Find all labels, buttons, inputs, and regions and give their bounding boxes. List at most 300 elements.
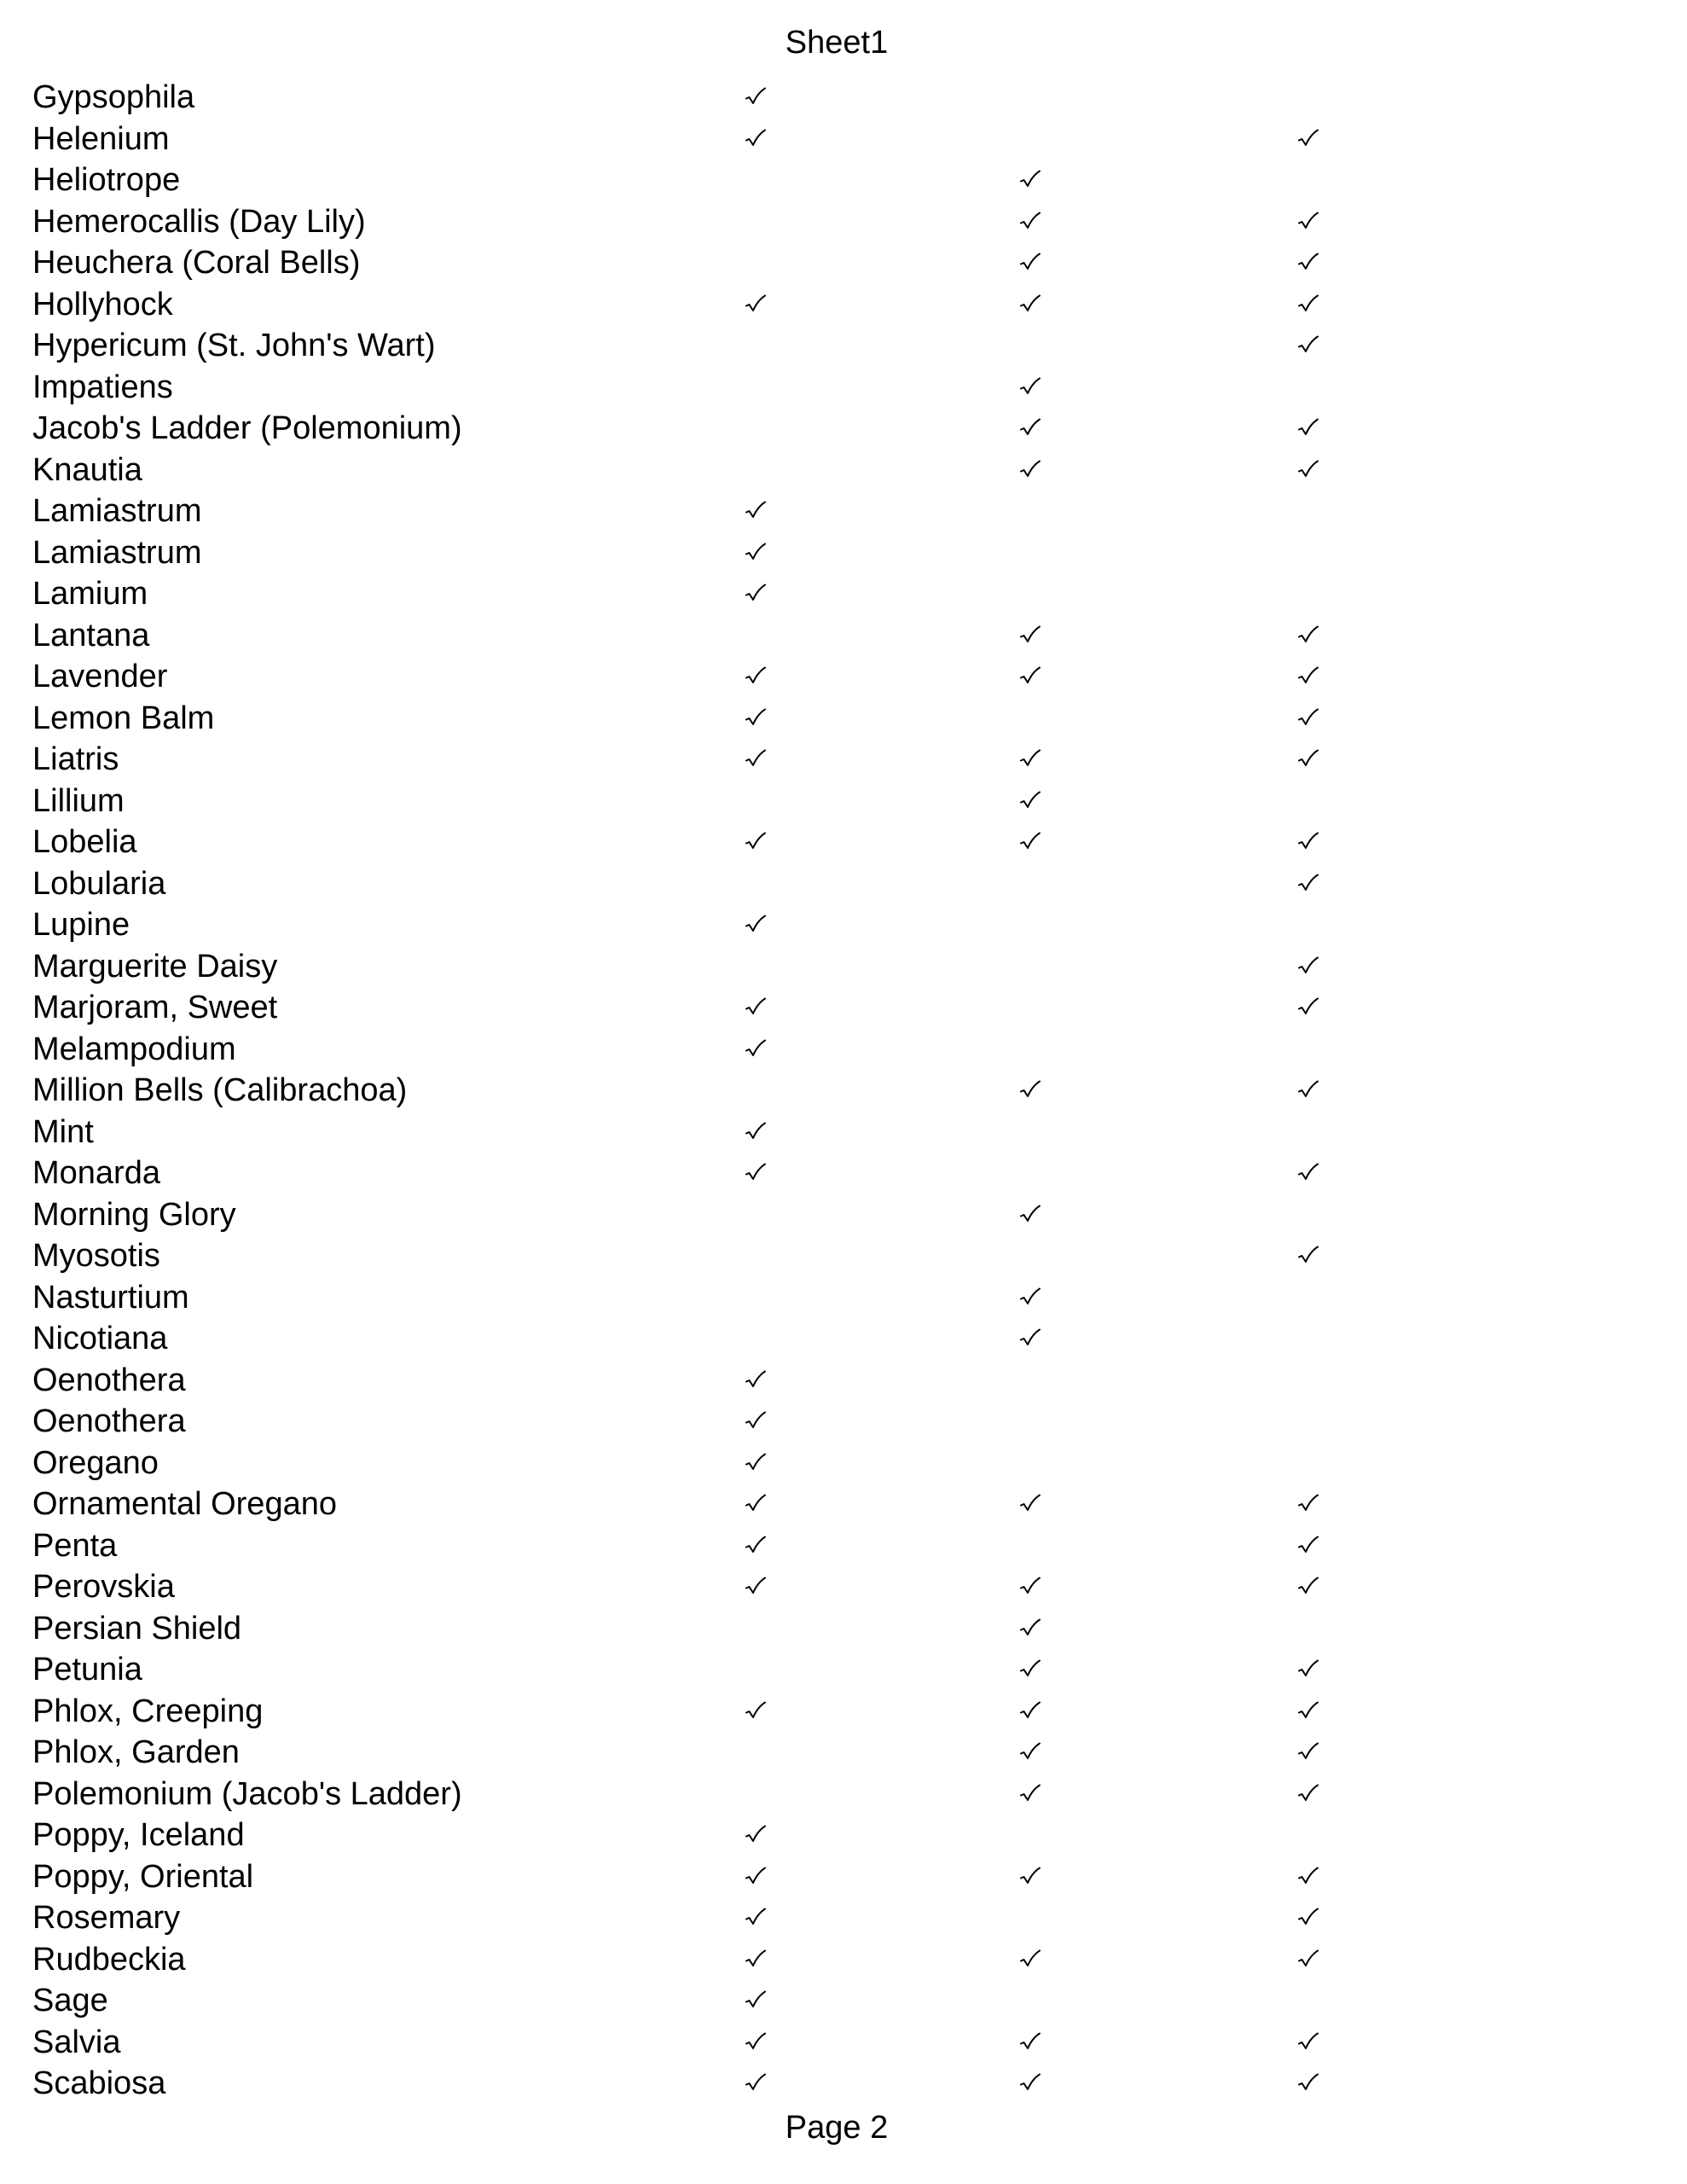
check-cell-c2 bbox=[1005, 1360, 1056, 1402]
check-mark-icon bbox=[745, 749, 767, 770]
check-mark-icon bbox=[745, 1039, 767, 1060]
plant-name: Hypericum (St. John's Wart) bbox=[32, 328, 436, 363]
check-mark-icon bbox=[745, 1453, 767, 1473]
table-row bbox=[32, 1980, 1482, 2022]
check-mark-icon bbox=[1019, 170, 1041, 190]
table-row bbox=[32, 284, 1482, 326]
check-cell-c2 bbox=[1005, 1318, 1056, 1360]
check-mark-icon bbox=[1019, 2032, 1041, 2053]
table-row bbox=[32, 739, 1482, 781]
table-row bbox=[32, 1318, 1482, 1360]
check-mark-icon bbox=[745, 294, 767, 315]
check-cell-c2 bbox=[1005, 1153, 1056, 1194]
check-cell-c2 bbox=[1005, 77, 1056, 119]
check-cell-c3 bbox=[1283, 532, 1334, 574]
check-mark-icon bbox=[1019, 832, 1041, 852]
check-cell-c3 bbox=[1283, 573, 1334, 615]
check-cell-c3 bbox=[1283, 904, 1334, 946]
table-row bbox=[32, 698, 1482, 740]
check-mark-icon bbox=[1297, 708, 1319, 729]
table-row bbox=[32, 615, 1482, 657]
check-cell-c3 bbox=[1283, 1980, 1334, 2022]
check-cell-c1 bbox=[730, 1029, 781, 1071]
plant-name: Oenothera bbox=[32, 1403, 186, 1439]
check-cell-c2 bbox=[1005, 325, 1056, 367]
check-cell-c2 bbox=[1005, 1732, 1056, 1774]
table-row bbox=[32, 656, 1482, 698]
plant-name: Hollyhock bbox=[32, 286, 173, 322]
check-cell-c3 bbox=[1283, 863, 1334, 905]
plant-name: Salvia bbox=[32, 2024, 121, 2060]
table-row bbox=[32, 1897, 1482, 1939]
check-mark-icon bbox=[745, 1990, 767, 2011]
plant-name: Poppy, Iceland bbox=[32, 1817, 245, 1853]
table-row bbox=[32, 1939, 1482, 1981]
check-mark-icon bbox=[745, 666, 767, 687]
check-cell-c1 bbox=[730, 119, 781, 160]
plant-name: Phlox, Garden bbox=[32, 1734, 240, 1770]
check-cell-c1 bbox=[730, 1897, 781, 1939]
check-cell-c1 bbox=[730, 1360, 781, 1402]
check-cell-c1 bbox=[730, 408, 781, 450]
check-mark-icon bbox=[1019, 1618, 1041, 1639]
plant-name: Gypsophila bbox=[32, 79, 195, 115]
table-row bbox=[32, 2063, 1482, 2105]
table-row bbox=[32, 491, 1482, 532]
check-mark-icon bbox=[745, 1411, 767, 1432]
check-cell-c3 bbox=[1283, 1153, 1334, 1194]
check-mark-icon bbox=[1019, 1287, 1041, 1308]
check-cell-c2 bbox=[1005, 532, 1056, 574]
check-cell-c3 bbox=[1283, 946, 1334, 988]
check-cell-c2 bbox=[1005, 1649, 1056, 1691]
plant-name: Lamiastrum bbox=[32, 493, 202, 529]
plant-name: Rosemary bbox=[32, 1900, 181, 1936]
check-cell-c1 bbox=[730, 1980, 781, 2022]
table-row bbox=[32, 1112, 1482, 1153]
check-mark-icon bbox=[745, 1163, 767, 1183]
check-cell-c3 bbox=[1283, 739, 1334, 781]
table-row bbox=[32, 450, 1482, 491]
plant-name: Knautia bbox=[32, 451, 142, 488]
check-cell-c3 bbox=[1283, 1774, 1334, 1815]
check-cell-c1 bbox=[730, 1112, 781, 1153]
check-cell-c2 bbox=[1005, 1856, 1056, 1898]
check-mark-icon bbox=[745, 915, 767, 935]
table-row bbox=[32, 946, 1482, 988]
table-row bbox=[32, 325, 1482, 367]
table-row bbox=[32, 1774, 1482, 1815]
check-cell-c3 bbox=[1283, 1566, 1334, 1608]
check-cell-c2 bbox=[1005, 450, 1056, 491]
check-cell-c3 bbox=[1283, 325, 1334, 367]
check-cell-c2 bbox=[1005, 863, 1056, 905]
check-mark-icon bbox=[1297, 2073, 1319, 2094]
check-mark-icon bbox=[1297, 1163, 1319, 1183]
plant-name: Penta bbox=[32, 1527, 118, 1564]
check-mark-icon bbox=[1019, 1784, 1041, 1804]
check-mark-icon bbox=[1297, 874, 1319, 894]
check-cell-c2 bbox=[1005, 739, 1056, 781]
table-row bbox=[32, 532, 1482, 574]
check-cell-c2 bbox=[1005, 367, 1056, 409]
check-cell-c1 bbox=[730, 367, 781, 409]
check-cell-c1 bbox=[730, 1484, 781, 1525]
check-cell-c3 bbox=[1283, 1815, 1334, 1856]
check-cell-c2 bbox=[1005, 698, 1056, 740]
check-cell-c1 bbox=[730, 1070, 781, 1112]
check-cell-c2 bbox=[1005, 242, 1056, 284]
check-mark-icon bbox=[1019, 1494, 1041, 1514]
check-cell-c3 bbox=[1283, 1691, 1334, 1733]
check-cell-c3 bbox=[1283, 119, 1334, 160]
sheet-title: Sheet1 bbox=[785, 25, 889, 61]
check-cell-c3 bbox=[1283, 698, 1334, 740]
check-cell-c1 bbox=[730, 1235, 781, 1277]
check-cell-c2 bbox=[1005, 2063, 1056, 2105]
check-mark-icon bbox=[1297, 1701, 1319, 1722]
check-cell-c1 bbox=[730, 242, 781, 284]
check-cell-c3 bbox=[1283, 1649, 1334, 1691]
plant-name: Lobularia bbox=[32, 865, 166, 902]
check-mark-icon bbox=[1019, 212, 1041, 232]
check-cell-c2 bbox=[1005, 1029, 1056, 1071]
plant-table bbox=[32, 77, 1482, 2105]
plant-name: Poppy, Oriental bbox=[32, 1858, 254, 1895]
plant-name: Jacob's Ladder (Polemonium) bbox=[32, 410, 462, 446]
check-cell-c3 bbox=[1283, 408, 1334, 450]
check-mark-icon bbox=[1297, 1246, 1319, 1266]
check-mark-icon bbox=[1297, 997, 1319, 1018]
check-mark-icon bbox=[1297, 749, 1319, 770]
check-cell-c3 bbox=[1283, 1732, 1334, 1774]
check-mark-icon bbox=[1297, 1908, 1319, 1928]
table-row bbox=[32, 781, 1482, 822]
check-cell-c1 bbox=[730, 1939, 781, 1981]
check-cell-c3 bbox=[1283, 2063, 1334, 2105]
table-row bbox=[32, 1070, 1482, 1112]
plant-name: Heuchera (Coral Bells) bbox=[32, 245, 361, 281]
check-mark-icon bbox=[745, 1536, 767, 1556]
check-cell-c1 bbox=[730, 77, 781, 119]
plant-name: Impatiens bbox=[32, 369, 173, 405]
check-mark-icon bbox=[1019, 1577, 1041, 1597]
check-cell-c1 bbox=[730, 739, 781, 781]
check-mark-icon bbox=[1297, 956, 1319, 977]
check-mark-icon bbox=[1019, 625, 1041, 646]
table-row bbox=[32, 242, 1482, 284]
check-cell-c3 bbox=[1283, 1318, 1334, 1360]
table-row bbox=[32, 1235, 1482, 1277]
table-row bbox=[32, 1484, 1482, 1525]
check-cell-c1 bbox=[730, 781, 781, 822]
check-mark-icon bbox=[745, 1701, 767, 1722]
table-row bbox=[32, 1443, 1482, 1484]
check-cell-c1 bbox=[730, 946, 781, 988]
check-cell-c3 bbox=[1283, 1029, 1334, 1071]
check-cell-c1 bbox=[730, 822, 781, 863]
plant-name: Melampodium bbox=[32, 1031, 236, 1067]
check-cell-c2 bbox=[1005, 1443, 1056, 1484]
check-cell-c1 bbox=[730, 1608, 781, 1650]
check-cell-c1 bbox=[730, 1525, 781, 1567]
check-cell-c2 bbox=[1005, 1980, 1056, 2022]
check-mark-icon bbox=[1297, 1536, 1319, 1556]
check-cell-c2 bbox=[1005, 1691, 1056, 1733]
check-cell-c1 bbox=[730, 1815, 781, 1856]
check-cell-c3 bbox=[1283, 1360, 1334, 1402]
check-mark-icon bbox=[1019, 253, 1041, 273]
table-row bbox=[32, 1691, 1482, 1733]
plant-name: Liatris bbox=[32, 741, 119, 777]
table-row bbox=[32, 1153, 1482, 1194]
check-mark-icon bbox=[1019, 460, 1041, 480]
table-row bbox=[32, 1732, 1482, 1774]
check-mark-icon bbox=[1019, 2073, 1041, 2094]
check-cell-c2 bbox=[1005, 1235, 1056, 1277]
check-cell-c2 bbox=[1005, 1608, 1056, 1650]
check-cell-c3 bbox=[1283, 987, 1334, 1029]
check-cell-c1 bbox=[730, 2022, 781, 2064]
check-cell-c1 bbox=[730, 160, 781, 201]
plant-name: Lantana bbox=[32, 617, 150, 653]
table-row bbox=[32, 160, 1482, 201]
plant-name: Heliotrope bbox=[32, 162, 181, 198]
check-cell-c3 bbox=[1283, 367, 1334, 409]
check-cell-c2 bbox=[1005, 946, 1056, 988]
check-mark-icon bbox=[1297, 418, 1319, 439]
check-mark-icon bbox=[745, 129, 767, 149]
check-cell-c2 bbox=[1005, 2022, 1056, 2064]
check-mark-icon bbox=[745, 1577, 767, 1597]
table-row bbox=[32, 1608, 1482, 1650]
check-mark-icon bbox=[1297, 1659, 1319, 1680]
check-mark-icon bbox=[1019, 791, 1041, 811]
check-cell-c3 bbox=[1283, 1277, 1334, 1319]
check-mark-icon bbox=[745, 1867, 767, 1887]
check-cell-c2 bbox=[1005, 1939, 1056, 1981]
check-cell-c2 bbox=[1005, 160, 1056, 201]
check-mark-icon bbox=[745, 2073, 767, 2094]
plant-name: Rudbeckia bbox=[32, 1941, 186, 1978]
plant-name: Marguerite Daisy bbox=[32, 948, 278, 985]
check-cell-c3 bbox=[1283, 1897, 1334, 1939]
table-row bbox=[32, 863, 1482, 905]
check-mark-icon bbox=[1297, 294, 1319, 315]
check-cell-c2 bbox=[1005, 1112, 1056, 1153]
check-cell-c2 bbox=[1005, 1194, 1056, 1236]
check-mark-icon bbox=[1297, 1742, 1319, 1763]
check-cell-c2 bbox=[1005, 1774, 1056, 1815]
check-cell-c1 bbox=[730, 284, 781, 326]
check-mark-icon bbox=[1297, 625, 1319, 646]
check-mark-icon bbox=[745, 2032, 767, 2053]
check-cell-c3 bbox=[1283, 284, 1334, 326]
check-cell-c3 bbox=[1283, 2022, 1334, 2064]
check-cell-c2 bbox=[1005, 822, 1056, 863]
plant-name: Lobelia bbox=[32, 824, 137, 860]
plant-name: Myosotis bbox=[32, 1238, 160, 1274]
check-cell-c2 bbox=[1005, 615, 1056, 657]
check-cell-c2 bbox=[1005, 119, 1056, 160]
plant-name: Lupine bbox=[32, 907, 130, 943]
check-mark-icon bbox=[745, 1494, 767, 1514]
plant-name: Persian Shield bbox=[32, 1610, 242, 1647]
table-row bbox=[32, 1277, 1482, 1319]
check-mark-icon bbox=[1019, 1659, 1041, 1680]
table-row bbox=[32, 573, 1482, 615]
check-mark-icon bbox=[1019, 1080, 1041, 1101]
check-cell-c3 bbox=[1283, 1939, 1334, 1981]
check-cell-c1 bbox=[730, 1277, 781, 1319]
table-row bbox=[32, 408, 1482, 450]
check-cell-c3 bbox=[1283, 615, 1334, 657]
table-row bbox=[32, 367, 1482, 409]
check-cell-c3 bbox=[1283, 1401, 1334, 1443]
check-cell-c2 bbox=[1005, 284, 1056, 326]
check-mark-icon bbox=[745, 543, 767, 563]
plant-name: Million Bells (Calibrachoa) bbox=[32, 1072, 408, 1108]
plant-name: Hemerocallis (Day Lily) bbox=[32, 203, 366, 240]
check-mark-icon bbox=[745, 1122, 767, 1142]
plant-name: Ornamental Oregano bbox=[32, 1486, 337, 1522]
check-mark-icon bbox=[1297, 1080, 1319, 1101]
plant-name: Scabiosa bbox=[32, 2065, 166, 2101]
check-mark-icon bbox=[1297, 666, 1319, 687]
plant-name: Mint bbox=[32, 1113, 94, 1150]
check-cell-c1 bbox=[730, 656, 781, 698]
check-mark-icon bbox=[745, 87, 767, 107]
check-cell-c1 bbox=[730, 1318, 781, 1360]
check-mark-icon bbox=[1297, 1867, 1319, 1887]
check-mark-icon bbox=[1019, 1867, 1041, 1887]
check-mark-icon bbox=[1297, 1494, 1319, 1514]
check-mark-icon bbox=[1297, 1949, 1319, 1970]
check-cell-c1 bbox=[730, 450, 781, 491]
check-cell-c2 bbox=[1005, 781, 1056, 822]
check-mark-icon bbox=[1297, 1784, 1319, 1804]
check-mark-icon bbox=[1019, 1742, 1041, 1763]
check-cell-c3 bbox=[1283, 822, 1334, 863]
check-cell-c2 bbox=[1005, 1277, 1056, 1319]
check-cell-c3 bbox=[1283, 1443, 1334, 1484]
table-row bbox=[32, 119, 1482, 160]
check-cell-c1 bbox=[730, 1732, 781, 1774]
check-mark-icon bbox=[1297, 129, 1319, 149]
check-cell-c1 bbox=[730, 1443, 781, 1484]
plant-name: Phlox, Creeping bbox=[32, 1693, 264, 1729]
plant-name: Oenothera bbox=[32, 1362, 186, 1398]
check-cell-c2 bbox=[1005, 987, 1056, 1029]
check-cell-c3 bbox=[1283, 1608, 1334, 1650]
table-row bbox=[32, 77, 1482, 119]
check-cell-c3 bbox=[1283, 656, 1334, 698]
plant-name: Perovskia bbox=[32, 1569, 175, 1605]
check-cell-c1 bbox=[730, 1401, 781, 1443]
page-number: Page 2 bbox=[785, 2110, 889, 2146]
table-row bbox=[32, 1360, 1482, 1402]
check-cell-c1 bbox=[730, 1774, 781, 1815]
plant-name: Lemon Balm bbox=[32, 700, 215, 736]
check-cell-c1 bbox=[730, 201, 781, 243]
check-mark-icon bbox=[1019, 1949, 1041, 1970]
check-cell-c1 bbox=[730, 1649, 781, 1691]
plant-name: Lamiastrum bbox=[32, 534, 202, 571]
table-row bbox=[32, 1525, 1482, 1567]
check-cell-c2 bbox=[1005, 201, 1056, 243]
check-mark-icon bbox=[745, 1908, 767, 1928]
table-row bbox=[32, 1194, 1482, 1236]
check-mark-icon bbox=[745, 584, 767, 604]
check-cell-c2 bbox=[1005, 904, 1056, 946]
table-row bbox=[32, 1401, 1482, 1443]
check-cell-c1 bbox=[730, 904, 781, 946]
check-cell-c1 bbox=[730, 491, 781, 532]
check-cell-c1 bbox=[730, 1856, 781, 1898]
check-cell-c1 bbox=[730, 863, 781, 905]
plant-name: Lavender bbox=[32, 659, 168, 694]
check-cell-c2 bbox=[1005, 1070, 1056, 1112]
check-cell-c1 bbox=[730, 532, 781, 574]
table-row bbox=[32, 1649, 1482, 1691]
check-cell-c1 bbox=[730, 698, 781, 740]
check-cell-c2 bbox=[1005, 1815, 1056, 1856]
check-cell-c3 bbox=[1283, 1070, 1334, 1112]
check-cell-c2 bbox=[1005, 1401, 1056, 1443]
check-cell-c3 bbox=[1283, 1856, 1334, 1898]
table-row bbox=[32, 1566, 1482, 1608]
check-cell-c2 bbox=[1005, 1525, 1056, 1567]
check-cell-c1 bbox=[730, 615, 781, 657]
check-mark-icon bbox=[1297, 253, 1319, 273]
check-mark-icon bbox=[1297, 1577, 1319, 1597]
check-mark-icon bbox=[745, 708, 767, 729]
check-cell-c1 bbox=[730, 1566, 781, 1608]
table-row bbox=[32, 1815, 1482, 1856]
check-mark-icon bbox=[745, 832, 767, 852]
plant-name: Sage bbox=[32, 1983, 108, 2018]
check-cell-c3 bbox=[1283, 1525, 1334, 1567]
check-cell-c1 bbox=[730, 573, 781, 615]
check-mark-icon bbox=[1297, 460, 1319, 480]
plant-name: Nasturtium bbox=[32, 1279, 189, 1316]
check-mark-icon bbox=[745, 1949, 767, 1970]
check-cell-c2 bbox=[1005, 1484, 1056, 1525]
check-mark-icon bbox=[1019, 666, 1041, 687]
check-cell-c3 bbox=[1283, 491, 1334, 532]
check-cell-c1 bbox=[730, 987, 781, 1029]
plant-name: Morning Glory bbox=[32, 1196, 236, 1233]
check-cell-c3 bbox=[1283, 160, 1334, 201]
check-cell-c2 bbox=[1005, 491, 1056, 532]
check-cell-c3 bbox=[1283, 1235, 1334, 1277]
check-mark-icon bbox=[1019, 377, 1041, 398]
plant-name: Lamium bbox=[32, 576, 148, 612]
check-cell-c1 bbox=[730, 1153, 781, 1194]
plant-name: Monarda bbox=[32, 1155, 160, 1191]
check-cell-c2 bbox=[1005, 573, 1056, 615]
check-mark-icon bbox=[1297, 832, 1319, 852]
table-row bbox=[32, 1029, 1482, 1071]
check-cell-c3 bbox=[1283, 450, 1334, 491]
check-cell-c2 bbox=[1005, 656, 1056, 698]
check-cell-c3 bbox=[1283, 201, 1334, 243]
plant-name: Polemonium (Jacob's Ladder) bbox=[32, 1775, 462, 1812]
check-cell-c3 bbox=[1283, 781, 1334, 822]
check-cell-c2 bbox=[1005, 1897, 1056, 1939]
check-cell-c3 bbox=[1283, 77, 1334, 119]
check-cell-c3 bbox=[1283, 1194, 1334, 1236]
